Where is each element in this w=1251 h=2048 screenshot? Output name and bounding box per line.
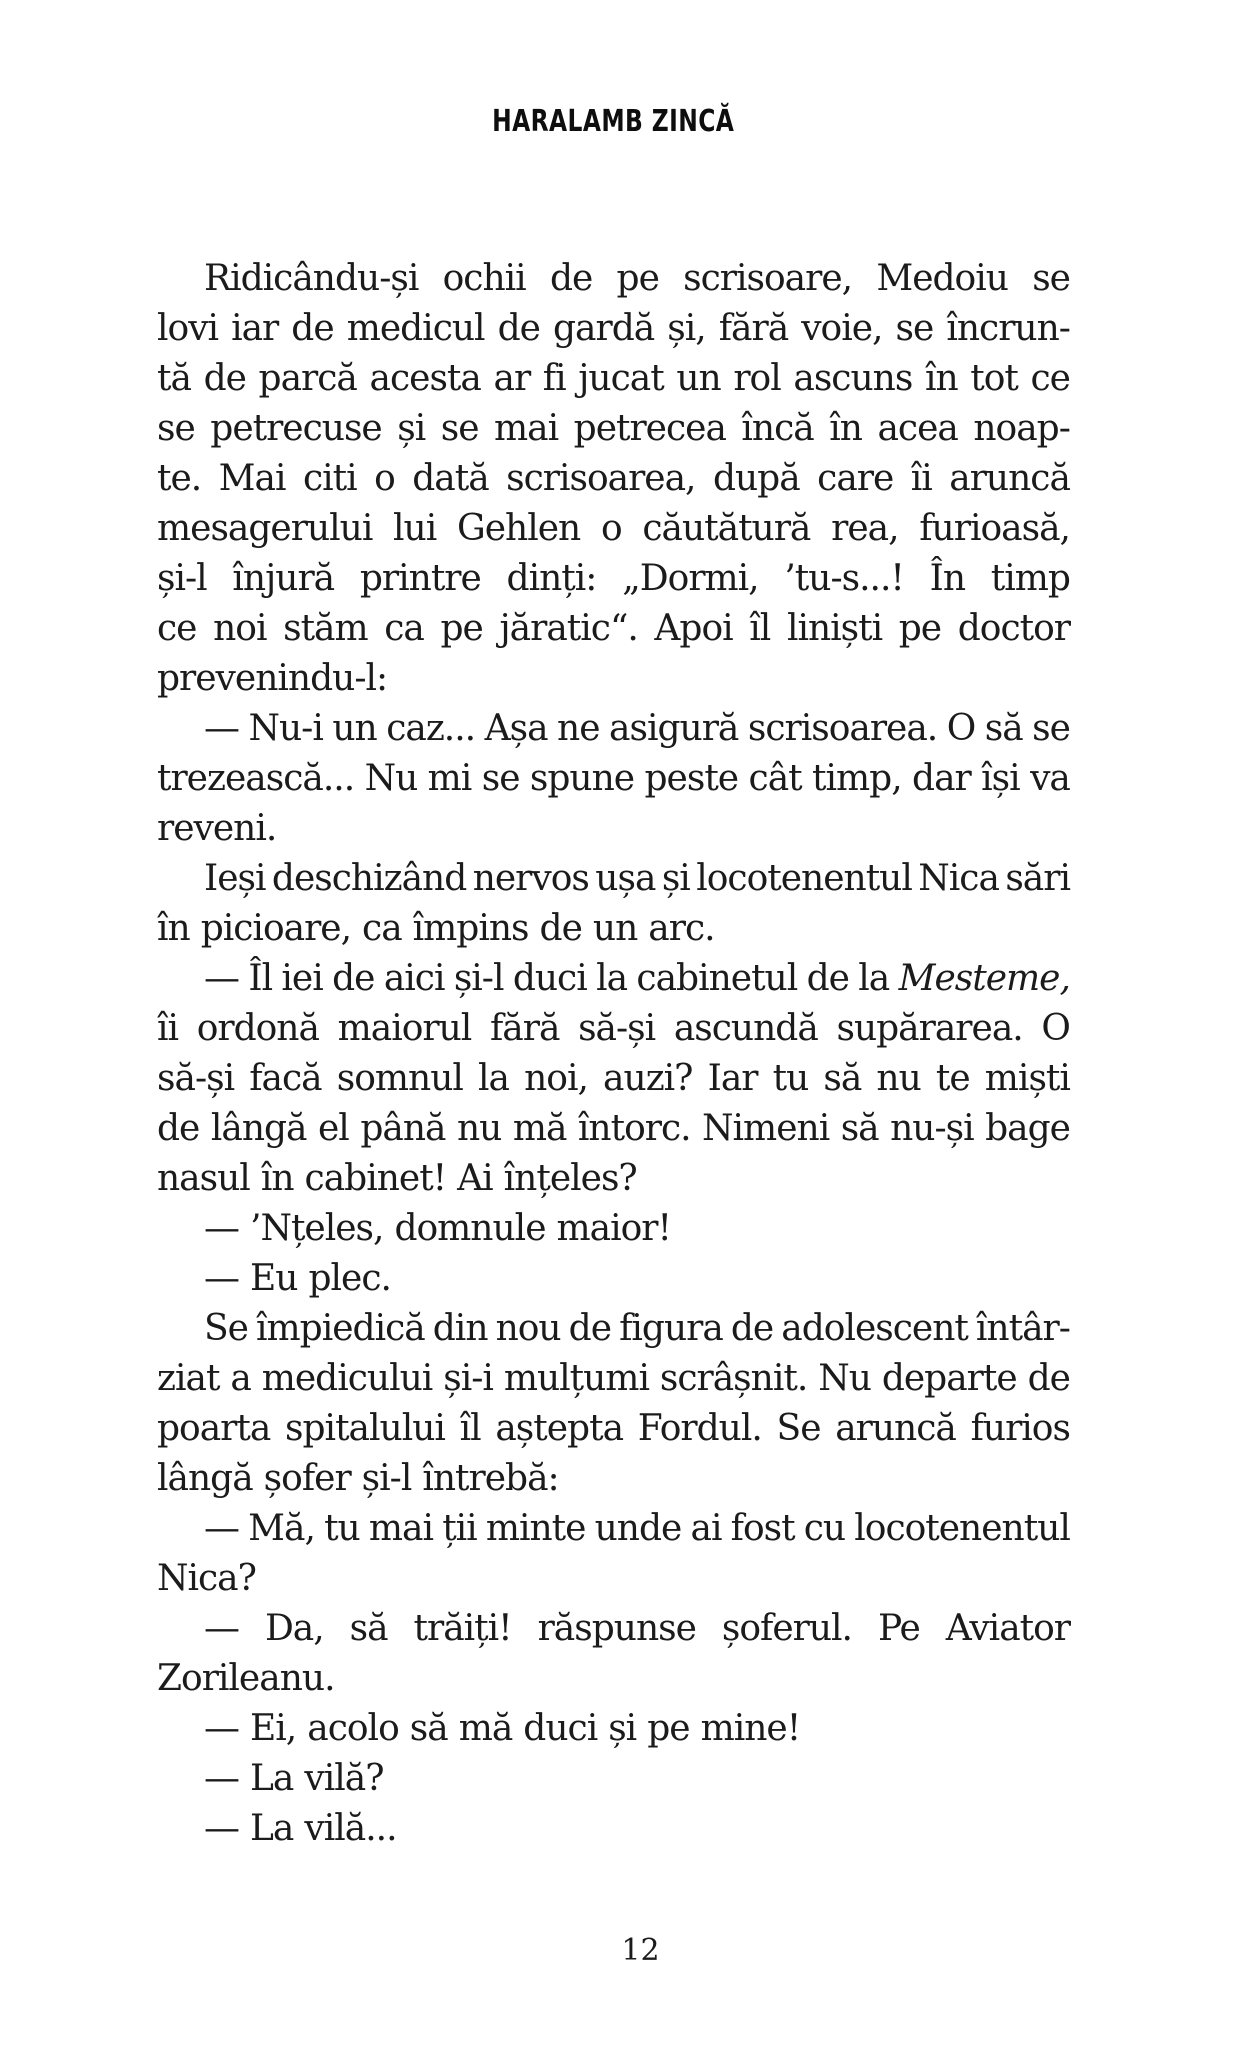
word: Așa — [484, 708, 548, 749]
word: — — [204, 1808, 239, 1849]
text-line — [157, 504, 1070, 554]
word: se — [1032, 258, 1070, 299]
text-line — [157, 804, 1070, 854]
word: scrisoarea, — [506, 458, 696, 499]
word: să — [984, 708, 1023, 749]
text-line — [157, 1654, 1070, 1704]
word: mulțumi — [503, 1358, 649, 1399]
word: vilă... — [304, 1808, 397, 1849]
word: Pe — [877, 1608, 920, 1649]
word: — — [204, 1258, 239, 1299]
word: de — [332, 958, 375, 999]
word: „Dormi, — [622, 558, 759, 599]
word: scrâșnit. — [659, 1358, 808, 1399]
word: stăm — [283, 608, 368, 649]
word: ordonă — [196, 1008, 319, 1049]
word: Nica — [918, 858, 999, 899]
word: Ai — [457, 1158, 493, 1199]
word: pe — [898, 608, 942, 649]
text-line — [157, 1004, 1070, 1054]
word: pe — [440, 608, 483, 649]
word: poarta — [157, 1408, 271, 1449]
word: Mă, — [248, 1508, 315, 1549]
word: să — [823, 1058, 862, 1099]
text-line — [157, 1754, 1070, 1804]
word: — — [204, 1708, 239, 1749]
word: rea, — [831, 508, 899, 549]
word: îl — [749, 608, 771, 649]
word: Da, — [264, 1608, 324, 1649]
word: îi — [157, 1008, 179, 1049]
text-line — [157, 604, 1070, 654]
word: să-și — [578, 1008, 656, 1049]
word: cu — [803, 1508, 846, 1549]
word: mai — [368, 1508, 434, 1549]
word: minte — [485, 1508, 586, 1549]
word: La — [250, 1758, 294, 1799]
text-line — [157, 1154, 1070, 1204]
word: să — [409, 1708, 448, 1749]
word: un — [332, 708, 377, 749]
word: — — [204, 1758, 239, 1799]
text-line — [157, 1604, 1070, 1654]
word: peste — [644, 758, 739, 799]
text-line — [157, 1804, 1070, 1854]
word: vilă? — [304, 1758, 384, 1799]
word: jăratic“. — [499, 608, 638, 649]
word: domnule — [394, 1208, 546, 1249]
word: Nu — [364, 758, 418, 799]
word: departe — [881, 1358, 1017, 1399]
word: și-l — [453, 958, 504, 999]
word: Fordul. — [637, 1408, 762, 1449]
word: și — [608, 1708, 637, 1749]
word: a — [230, 1358, 251, 1399]
word: cabinetul — [636, 958, 798, 999]
word: îi — [910, 458, 932, 499]
word: ar — [493, 358, 531, 399]
word: iar — [231, 308, 279, 349]
word: medicului — [261, 1358, 433, 1399]
word: aruncă — [835, 1408, 956, 1449]
text-line — [157, 304, 1070, 354]
text-line — [157, 404, 1070, 454]
word: răspunse — [537, 1608, 696, 1649]
word: de — [549, 258, 593, 299]
word: ziat — [157, 1358, 220, 1399]
word: te — [935, 1058, 970, 1099]
word: supărarea. — [836, 1008, 1023, 1049]
word: Nu — [818, 1358, 871, 1399]
word: lovi — [157, 308, 219, 349]
word: înjură — [232, 558, 335, 599]
word: un — [592, 908, 638, 949]
word: își — [981, 758, 1020, 799]
text-line — [157, 954, 1070, 1004]
word: Se — [776, 1408, 821, 1449]
word: mă — [512, 1108, 567, 1149]
word: mi — [427, 758, 472, 799]
word: bage — [985, 1108, 1070, 1149]
word: trăiți! — [413, 1608, 512, 1649]
word: doctor — [957, 608, 1070, 649]
text-block — [157, 254, 1070, 1854]
word: nu-și — [890, 1108, 974, 1149]
word: Apoi — [654, 608, 733, 649]
word: aruncă — [949, 458, 1070, 499]
word: citi — [302, 458, 357, 499]
word: o — [600, 508, 622, 549]
word: căutătură — [642, 508, 811, 549]
word: de — [568, 1308, 612, 1349]
word: ușa — [595, 858, 656, 899]
word: la — [858, 958, 890, 999]
word: din — [432, 1308, 488, 1349]
word: ochii — [442, 258, 526, 299]
word: te. — [157, 458, 202, 499]
word: prevenindu-l: — [157, 658, 388, 699]
word: miști — [984, 1058, 1070, 1099]
word: noi — [213, 608, 267, 649]
word: scrisoarea. — [747, 708, 938, 749]
word: de — [497, 308, 540, 349]
word: la — [478, 1058, 509, 1099]
word: de — [203, 358, 246, 399]
text-line — [157, 1254, 1070, 1304]
word: el — [318, 1108, 349, 1149]
word: maior! — [556, 1208, 671, 1249]
word: de — [1027, 1358, 1070, 1399]
text-line — [157, 1554, 1070, 1604]
text-line — [157, 1404, 1070, 1454]
word: locotenentul — [696, 858, 912, 899]
word: ne — [557, 708, 600, 749]
word: Ridicându-și — [204, 258, 419, 299]
word: ții — [442, 1508, 477, 1549]
word: Nu-i — [248, 708, 323, 749]
word: ascuns — [793, 358, 913, 399]
text-line — [157, 1704, 1070, 1754]
word: un — [676, 358, 721, 399]
word: lângă — [210, 1108, 307, 1149]
word: În — [929, 558, 966, 599]
word: O — [946, 708, 976, 749]
word: reveni. — [157, 808, 277, 849]
word: nasul — [157, 1158, 250, 1199]
word: duci — [512, 958, 587, 999]
word: spune — [529, 758, 635, 799]
word: de — [539, 908, 582, 949]
text-line — [157, 1454, 1070, 1504]
page-number: 12 — [621, 1933, 660, 1968]
word: timp, — [812, 758, 902, 799]
text-line — [157, 654, 1070, 704]
word: se — [895, 308, 934, 349]
word: mine! — [700, 1708, 801, 1749]
word: caz... — [386, 708, 476, 749]
word: după — [712, 458, 800, 499]
word: mai — [494, 408, 559, 449]
word: fără — [489, 1008, 560, 1049]
text-line — [157, 454, 1070, 504]
word: aici — [383, 958, 445, 999]
word: acea — [877, 408, 958, 449]
word: auzi? — [603, 1058, 693, 1099]
text-line — [157, 554, 1070, 604]
word: petrecuse — [210, 408, 382, 449]
word: șoferul. — [721, 1608, 852, 1649]
text-line — [157, 754, 1070, 804]
text-line — [157, 1354, 1070, 1404]
word: și-l — [157, 558, 207, 599]
word: — — [204, 1608, 239, 1649]
word: întrebă: — [422, 1458, 559, 1499]
word: parcă — [258, 358, 357, 399]
word: Mai — [218, 458, 286, 499]
word: arc. — [648, 908, 715, 949]
word: nervos — [472, 858, 589, 899]
word: Nica? — [157, 1558, 256, 1599]
word: va — [1030, 758, 1070, 799]
word: fi — [542, 358, 566, 399]
word: tu — [324, 1508, 360, 1549]
word: și — [397, 408, 426, 449]
word: rol — [733, 358, 781, 399]
word: voie, — [801, 308, 883, 349]
text-line — [157, 1304, 1070, 1354]
word: cât — [748, 758, 802, 799]
word: aștepta — [495, 1408, 624, 1449]
word: Medoiu — [876, 258, 1008, 299]
word: Se — [204, 1308, 248, 1349]
word: acolo — [307, 1708, 399, 1749]
word: liniști — [786, 608, 883, 649]
word: înțeles? — [503, 1158, 637, 1199]
word: duci — [523, 1708, 598, 1749]
word: asigură — [609, 708, 739, 749]
word: lângă — [157, 1458, 253, 1499]
word: întâr- — [975, 1308, 1070, 1349]
word: mă — [458, 1708, 513, 1749]
word: furios — [970, 1408, 1070, 1449]
word: pe — [616, 258, 659, 299]
word: mesagerului — [157, 508, 373, 549]
word: de — [157, 1108, 200, 1149]
word: — — [204, 1208, 239, 1249]
word: somnul — [336, 1058, 463, 1099]
word: încrun- — [946, 308, 1070, 349]
word: — — [204, 708, 239, 749]
word: Eu — [250, 1258, 298, 1299]
word: și, — [667, 308, 706, 349]
word: dinți: — [506, 558, 597, 599]
running-header-author: HARALAMB ZINCĂ — [492, 104, 735, 139]
text-line — [157, 854, 1070, 904]
word: timp — [990, 558, 1070, 599]
word: tot — [970, 358, 1018, 399]
word: acesta — [369, 358, 481, 399]
word: ascundă — [673, 1008, 818, 1049]
word: tu — [772, 1058, 809, 1099]
word: care — [817, 458, 894, 499]
word: Nimeni — [702, 1108, 830, 1149]
word: Aviator — [945, 1608, 1070, 1649]
text-line — [157, 704, 1070, 754]
word: ’Nțeles, — [250, 1208, 384, 1249]
word: dar — [912, 758, 971, 799]
word: noi, — [524, 1058, 588, 1099]
text-line — [157, 1054, 1070, 1104]
word: cabinet! — [304, 1158, 447, 1199]
word: și-l — [361, 1458, 412, 1499]
word: maiorul — [337, 1008, 472, 1049]
word: o — [374, 458, 395, 499]
word: la — [596, 958, 628, 999]
word: pe — [647, 1708, 690, 1749]
word: nu — [876, 1058, 921, 1099]
word: spitalului — [285, 1408, 445, 1449]
word: jucat — [578, 358, 664, 399]
word: Gehlen — [456, 508, 581, 549]
word: în — [260, 1158, 294, 1199]
word: lui — [393, 508, 437, 549]
word: O — [1041, 1008, 1070, 1049]
word: îl — [459, 1408, 481, 1449]
word: fără — [718, 308, 789, 349]
word: fost — [730, 1508, 795, 1549]
word: în — [924, 358, 958, 399]
word: ai — [690, 1508, 722, 1549]
word: medicul — [346, 308, 485, 349]
word: împins — [412, 908, 529, 949]
word: în — [157, 908, 190, 949]
word: picioare, — [200, 908, 352, 949]
word: unde — [594, 1508, 682, 1549]
word: locotenentul — [854, 1508, 1070, 1549]
text-line — [157, 1504, 1070, 1554]
word: — — [204, 958, 239, 999]
word: Ieși — [204, 858, 266, 899]
text-line — [157, 1104, 1070, 1154]
word: în — [829, 408, 862, 449]
word: ca — [384, 608, 424, 649]
word: încă — [741, 408, 814, 449]
word: La — [250, 1808, 294, 1849]
word: trezească... — [157, 758, 355, 799]
word: se — [157, 408, 195, 449]
word: deschizând — [271, 858, 467, 899]
word: ’tu-s...! — [784, 558, 904, 599]
word: de — [806, 958, 849, 999]
word: — — [204, 1508, 239, 1549]
word: petrecea — [573, 408, 726, 449]
word: să — [349, 1608, 388, 1649]
word: se — [481, 758, 520, 799]
word: gardă — [552, 308, 655, 349]
word: de — [730, 1308, 774, 1349]
word: și — [661, 858, 690, 899]
word: Zorileanu. — [157, 1658, 335, 1699]
word: de — [291, 308, 334, 349]
word: se — [1032, 708, 1070, 749]
word: ca — [362, 908, 402, 949]
word: ce — [157, 608, 197, 649]
word: Îl — [248, 958, 273, 999]
word: Ei, — [250, 1708, 297, 1749]
word: printre — [359, 558, 481, 599]
word: sări — [1005, 858, 1070, 899]
word: dată — [412, 458, 489, 499]
word: și-i — [443, 1358, 493, 1399]
word: plec. — [308, 1258, 391, 1299]
word: noap- — [973, 408, 1070, 449]
word: adolescent — [781, 1308, 968, 1349]
word: se — [440, 408, 479, 449]
text-line — [157, 354, 1070, 404]
word: până — [360, 1108, 446, 1149]
word: scrisoare, — [683, 258, 853, 299]
word: șofer — [263, 1458, 351, 1499]
text-line — [157, 254, 1070, 304]
word: furioasă, — [919, 508, 1070, 549]
word: întorc. — [577, 1108, 691, 1149]
word: figura — [619, 1308, 723, 1349]
running-header — [157, 104, 1070, 144]
word: nou — [495, 1308, 561, 1349]
word: ce — [1030, 358, 1070, 399]
word: iei — [281, 958, 323, 999]
word: nu — [456, 1108, 502, 1149]
text-line — [157, 904, 1070, 954]
word: tă — [157, 358, 191, 399]
word: Iar — [707, 1058, 758, 1099]
text-line — [157, 1204, 1070, 1254]
word: facă — [249, 1058, 322, 1099]
word: împiedică — [256, 1308, 425, 1349]
word: să-și — [157, 1058, 235, 1099]
italic-word: Mesteme, — [898, 958, 1070, 999]
word: să — [840, 1108, 879, 1149]
